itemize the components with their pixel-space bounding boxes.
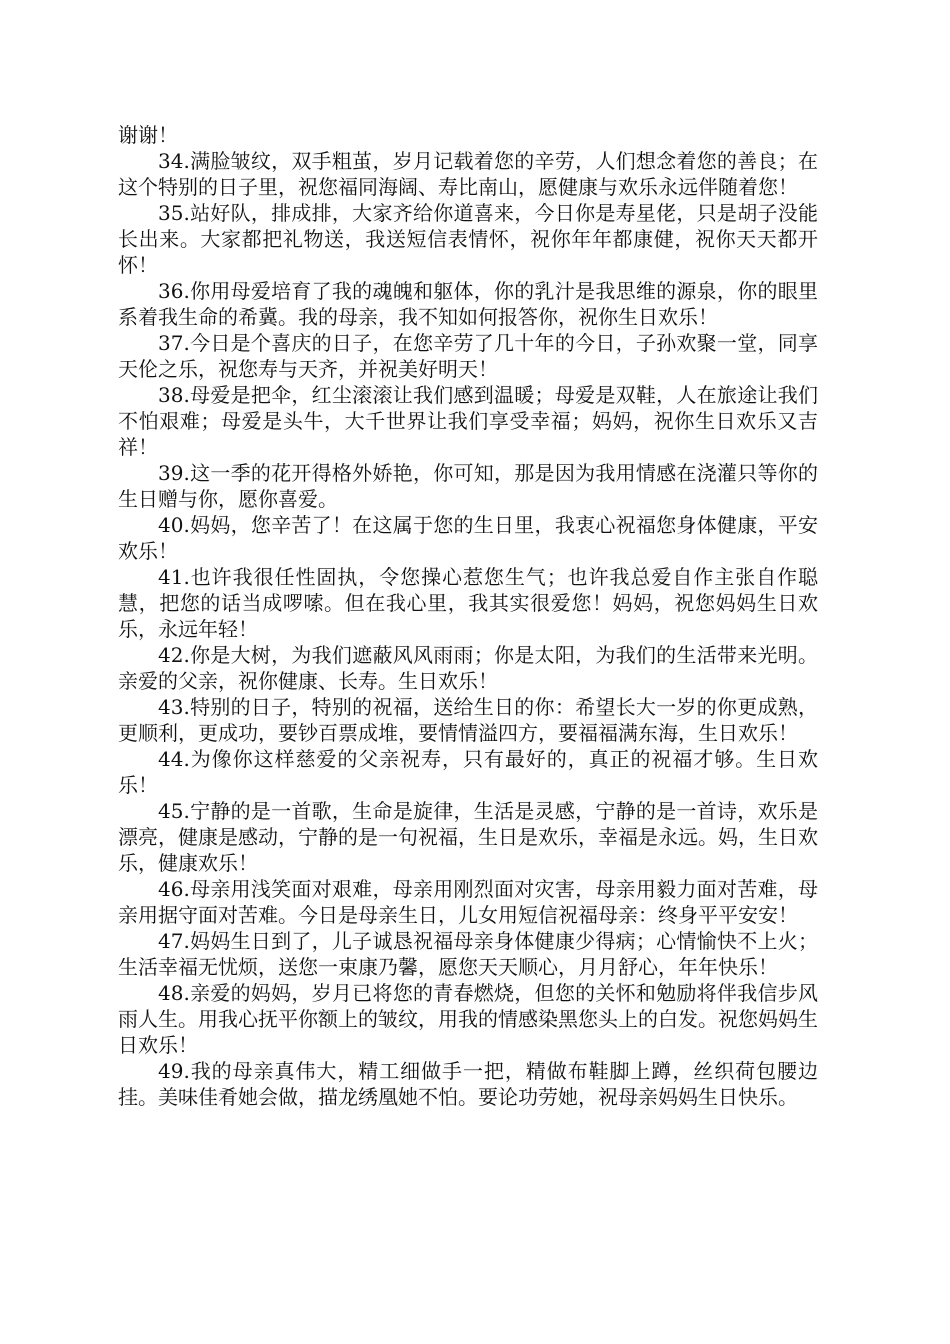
paragraph-37: 37.今日是个喜庆的日子，在您辛劳了几十年的今日，子孙欢聚一堂，同享天伦之乐，祝您寿与天齐，并祝美好明天！ bbox=[118, 331, 818, 381]
paragraph-48: 48.亲爱的妈妈，岁月已将您的青春燃烧，但您的关怀和勉励将伴我信步风雨人生。用我心抚平你额上的皱纹，用我的情感染黑您头上的白发。祝您妈妈生日欢乐！ bbox=[118, 981, 818, 1057]
paragraph-34: 34.满脸皱纹，双手粗茧，岁月记载着您的辛劳，人们想念着您的善良；在这个特别的日子里，祝您福同海阔、寿比南山，愿健康与欢乐永远伴随着您！ bbox=[118, 149, 818, 199]
paragraph-45: 45.宁静的是一首歌，生命是旋律，生活是灵感，宁静的是一首诗，欢乐是漂亮，健康是感动，宁静的是一句祝福，生日是欢乐，幸福是永远。妈，生日欢乐，健康欢乐！ bbox=[118, 799, 818, 875]
paragraph-40: 40.妈妈，您辛苦了！在这属于您的生日里，我衷心祝福您身体健康，平安欢乐！ bbox=[118, 513, 818, 563]
paragraph-46: 46.母亲用浅笑面对艰难，母亲用刚烈面对灾害，母亲用毅力面对苦难，母亲用据守面对苦难。今日是母亲生日，儿女用短信祝福母亲：终身平平安安！ bbox=[118, 877, 818, 927]
lead-text: 谢谢！ bbox=[118, 123, 178, 147]
paragraph-39: 39.这一季的花开得格外娇艳，你可知，那是因为我用情感在浇灌只等你的生日赠与你，愿你喜爱。 bbox=[118, 461, 818, 511]
paragraph-44: 44.为像你这样慈爱的父亲祝寿，只有最好的，真正的祝福才够。生日欢乐！ bbox=[118, 747, 818, 797]
document-page bbox=[118, 122, 818, 1110]
paragraph-41: 41.也许我很任性固执，令您操心惹您生气；也许我总爱自作主张自作聪慧，把您的话当成啰嗦。但在我心里，我其实很爱您！妈妈，祝您妈妈生日欢乐，永远年轻！ bbox=[118, 565, 818, 641]
paragraph-43: 43.特别的日子，特别的祝福，送给生日的你：希望长大一岁的你更成熟，更顺利，更成功，要钞百票成堆，要情情溢四方，要福福满东海，生日欢乐！ bbox=[118, 695, 818, 745]
paragraph-42: 42.你是大树，为我们遮蔽风风雨雨；你是太阳，为我们的生活带来光明。亲爱的父亲，祝你健康、长寿。生日欢乐！ bbox=[118, 643, 818, 693]
paragraph-49: 49.我的母亲真伟大，精工细做手一把，精做布鞋脚上蹲，丝织荷包腰边挂。美味佳肴她会做，描龙绣凰她不怕。要论功劳她，祝母亲妈妈生日快乐。 bbox=[118, 1059, 818, 1109]
paragraph-35: 35.站好队，排成排，大家齐给你道喜来，今日你是寿星佬，只是胡子没能长出来。大家都把礼物送，我送短信表情怀，祝你年年都康健，祝你天天都开怀！ bbox=[118, 201, 818, 277]
paragraph-36: 36.你用母爱培育了我的魂魄和躯体，你的乳汁是我思维的源泉，你的眼里系着我生命的希冀。我的母亲，我不知如何报答你，祝你生日欢乐！ bbox=[118, 279, 818, 329]
paragraph-38: 38.母爱是把伞，红尘滚滚让我们感到温暖；母爱是双鞋，人在旅途让我们不怕艰难；母爱是头牛，大千世界让我们享受幸福；妈妈，祝你生日欢乐又吉祥！ bbox=[118, 383, 818, 459]
paragraph-47: 47.妈妈生日到了，儿子诚恳祝福母亲身体健康少得病；心情愉快不上火；生活幸福无忧烦，送您一束康乃馨，愿您天天顺心，月月舒心，年年快乐！ bbox=[118, 929, 818, 979]
